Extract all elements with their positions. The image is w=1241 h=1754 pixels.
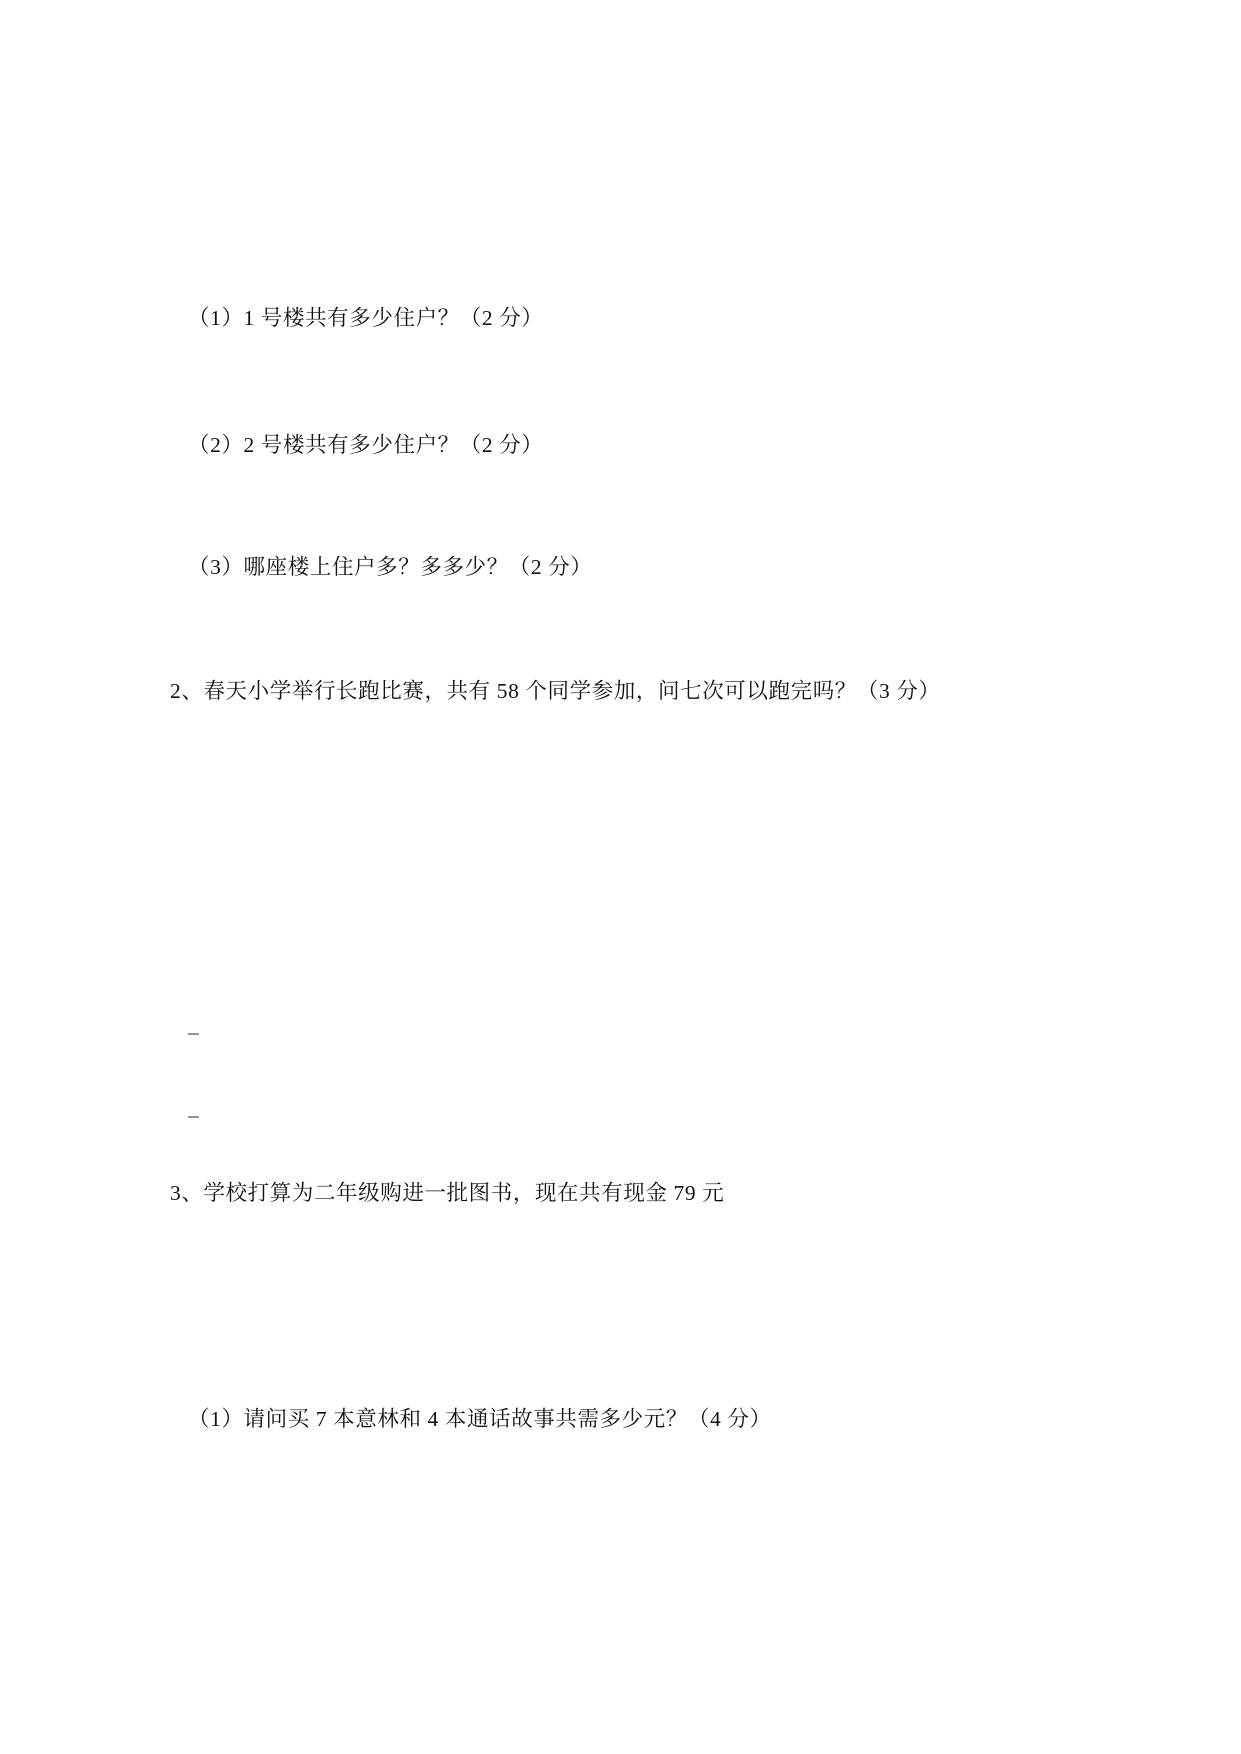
- question-1-sub-3: （3）哪座楼上住户多？多多少？（2 分）: [188, 555, 593, 579]
- question-2: 2、春天小学举行长跑比赛，共有 58 个同学参加，问七次可以跑完吗？（3 分）: [170, 679, 941, 703]
- question-1-sub-1: （1）1 号楼共有多少住户？（2 分）: [188, 306, 544, 330]
- question-3: 3、学校打算为二年级购进一批图书，现在共有现金 79 元: [170, 1181, 725, 1205]
- dash-mark-2: –: [188, 1103, 199, 1127]
- dash-mark-1: –: [188, 1020, 199, 1044]
- question-1-sub-2: （2）2 号楼共有多少住户？（2 分）: [188, 433, 544, 457]
- question-3-sub-1: （1）请问买 7 本意林和 4 本通话故事共需多少元？（4 分）: [188, 1407, 772, 1431]
